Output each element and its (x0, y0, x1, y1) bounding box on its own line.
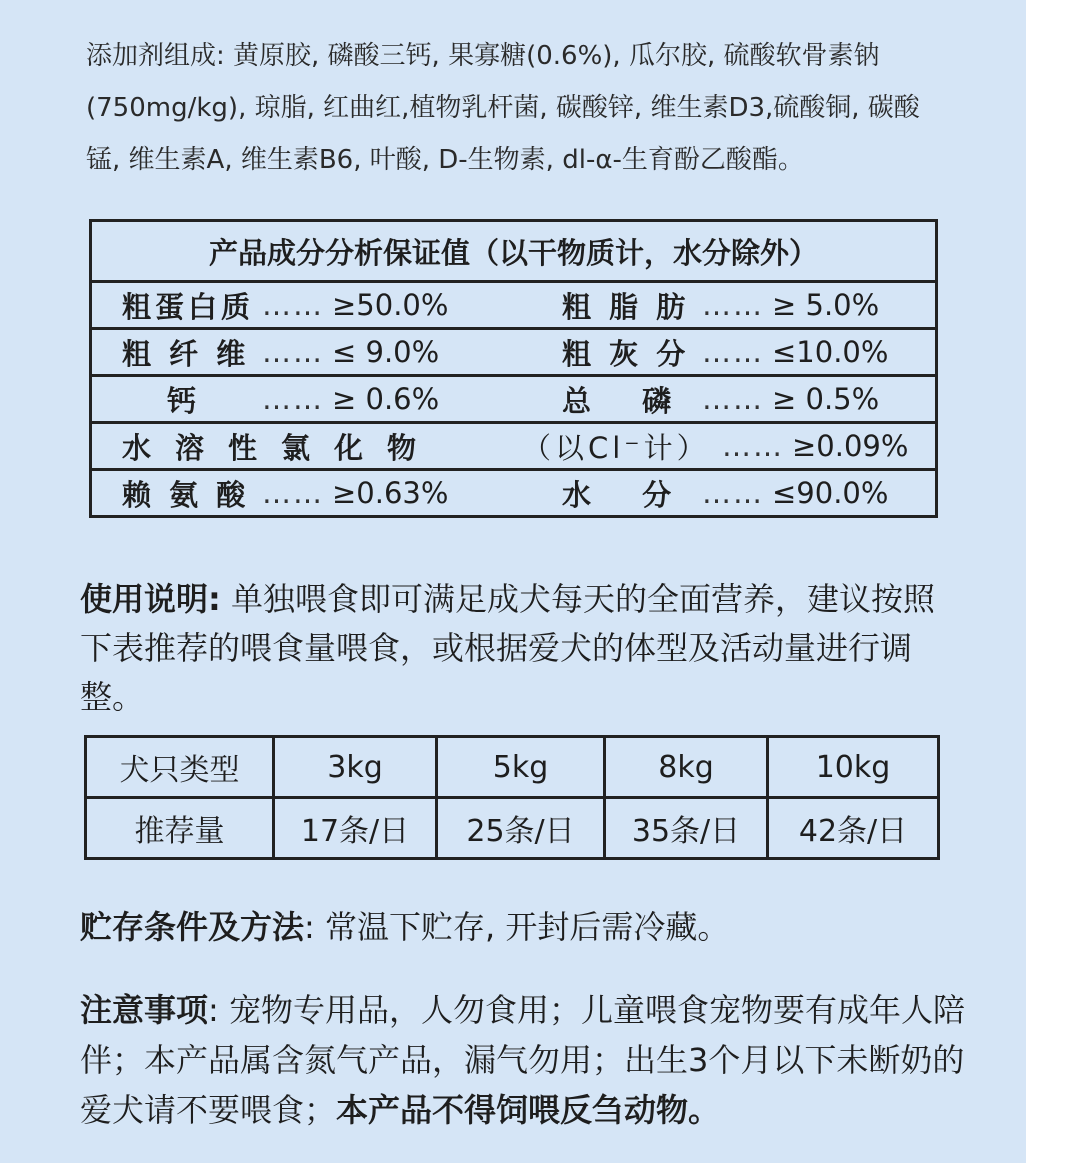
analysis-table (89, 219, 938, 518)
feeding-cell: 17条/日 (274, 798, 437, 859)
additives-text: 黄原胶, 磷酸三钙, 果寡糖(0.6%), 瓜尔胶, 硫酸软骨素钠(750mg/kg), 琼脂, 红曲红,植物乳杆菌, 碳酸锌, 维生素D3,硫酸铜, 碳酸锰, 维生素A, 维生素B6, 叶酸, D-生物素, dl-α-生育酚乙酸酯。 (86, 41, 920, 175)
leader-dots: …… (262, 288, 324, 322)
additives-label: 添加剂组成: (86, 41, 225, 71)
nutrient-value: ≥ 5.0% (772, 288, 880, 322)
analysis-row (91, 376, 937, 423)
notes-label: 注意事项 (80, 991, 209, 1029)
nutrient-value: ≥ 0.6% (332, 382, 440, 416)
nutrient-name: 水溶性氯化物 (122, 430, 441, 465)
leader-dots: …… (262, 476, 324, 510)
usage-paragraph (80, 575, 960, 722)
nutrient-unit: （以Cl⁻计） (522, 430, 710, 465)
analysis-title: 产品成分分析保证值（以干物质计，水分除外） (91, 221, 937, 282)
nutrient-name: 粗 纤 维 (122, 336, 250, 371)
feeding-header-cell: 10kg (768, 737, 939, 798)
feeding-header-cell: 犬只类型 (86, 737, 274, 798)
additives-paragraph (86, 30, 946, 186)
nutrient-name: 水 分 (562, 477, 676, 512)
nutrient-value: ≥50.0% (332, 288, 449, 322)
nutrient-name: 赖 氨 酸 (122, 477, 250, 512)
notes-warning: 本产品不得饲喂反刍动物。 (336, 1091, 721, 1129)
nutrient-name: 粗 灰 分 (562, 336, 690, 371)
feeding-header-cell: 5kg (437, 737, 605, 798)
analysis-row (91, 470, 937, 517)
feeding-amount-row (86, 798, 939, 859)
nutrient-name: 钙 (167, 383, 201, 418)
notes-paragraph (80, 985, 980, 1135)
analysis-row (91, 423, 937, 470)
leader-dots: …… (722, 429, 784, 463)
storage-text: : 常温下贮存, 开封后需冷藏。 (304, 908, 730, 946)
leader-dots: …… (262, 382, 324, 416)
feeding-cell: 35条/日 (605, 798, 768, 859)
nutrient-value: ≤10.0% (772, 335, 889, 369)
feeding-table (84, 735, 940, 860)
nutrient-value: ≤ 9.0% (332, 335, 440, 369)
usage-label: 使用说明: (80, 580, 221, 618)
notes-text: : 宠物专用品，人勿食用；儿童喂食宠物要有成年人陪伴；本产品属含氮气产品，漏气勿用；出生3个月以下未断奶的爱犬请不要喂食； (80, 991, 965, 1129)
nutrient-name: 粗 脂 肪 (562, 289, 690, 324)
nutrient-value: ≤90.0% (772, 476, 889, 510)
nutrient-value: ≥0.63% (332, 476, 449, 510)
storage-label: 贮存条件及方法 (80, 908, 305, 946)
leader-dots: …… (262, 335, 324, 369)
nutrient-value: ≥0.09% (792, 429, 909, 463)
feeding-cell: 推荐量 (86, 798, 274, 859)
nutrient-name: 总 磷 (562, 383, 676, 418)
feeding-header-row (86, 737, 939, 798)
analysis-row (91, 329, 937, 376)
leader-dots: …… (702, 382, 764, 416)
feeding-header-cell: 3kg (274, 737, 437, 798)
nutrient-name: 粗蛋白质 (122, 289, 255, 324)
leader-dots: …… (702, 476, 764, 510)
usage-text: 单独喂食即可满足成犬每天的全面营养，建议按照下表推荐的喂食量喂食，或根据爱犬的体型及活动量进行调整。 (80, 580, 935, 716)
feeding-cell: 42条/日 (768, 798, 939, 859)
leader-dots: …… (702, 335, 764, 369)
storage-paragraph (80, 902, 980, 952)
feeding-cell: 25条/日 (437, 798, 605, 859)
nutrient-value: ≥ 0.5% (772, 382, 880, 416)
analysis-row (91, 282, 937, 329)
leader-dots: …… (702, 288, 764, 322)
feeding-header-cell: 8kg (605, 737, 768, 798)
